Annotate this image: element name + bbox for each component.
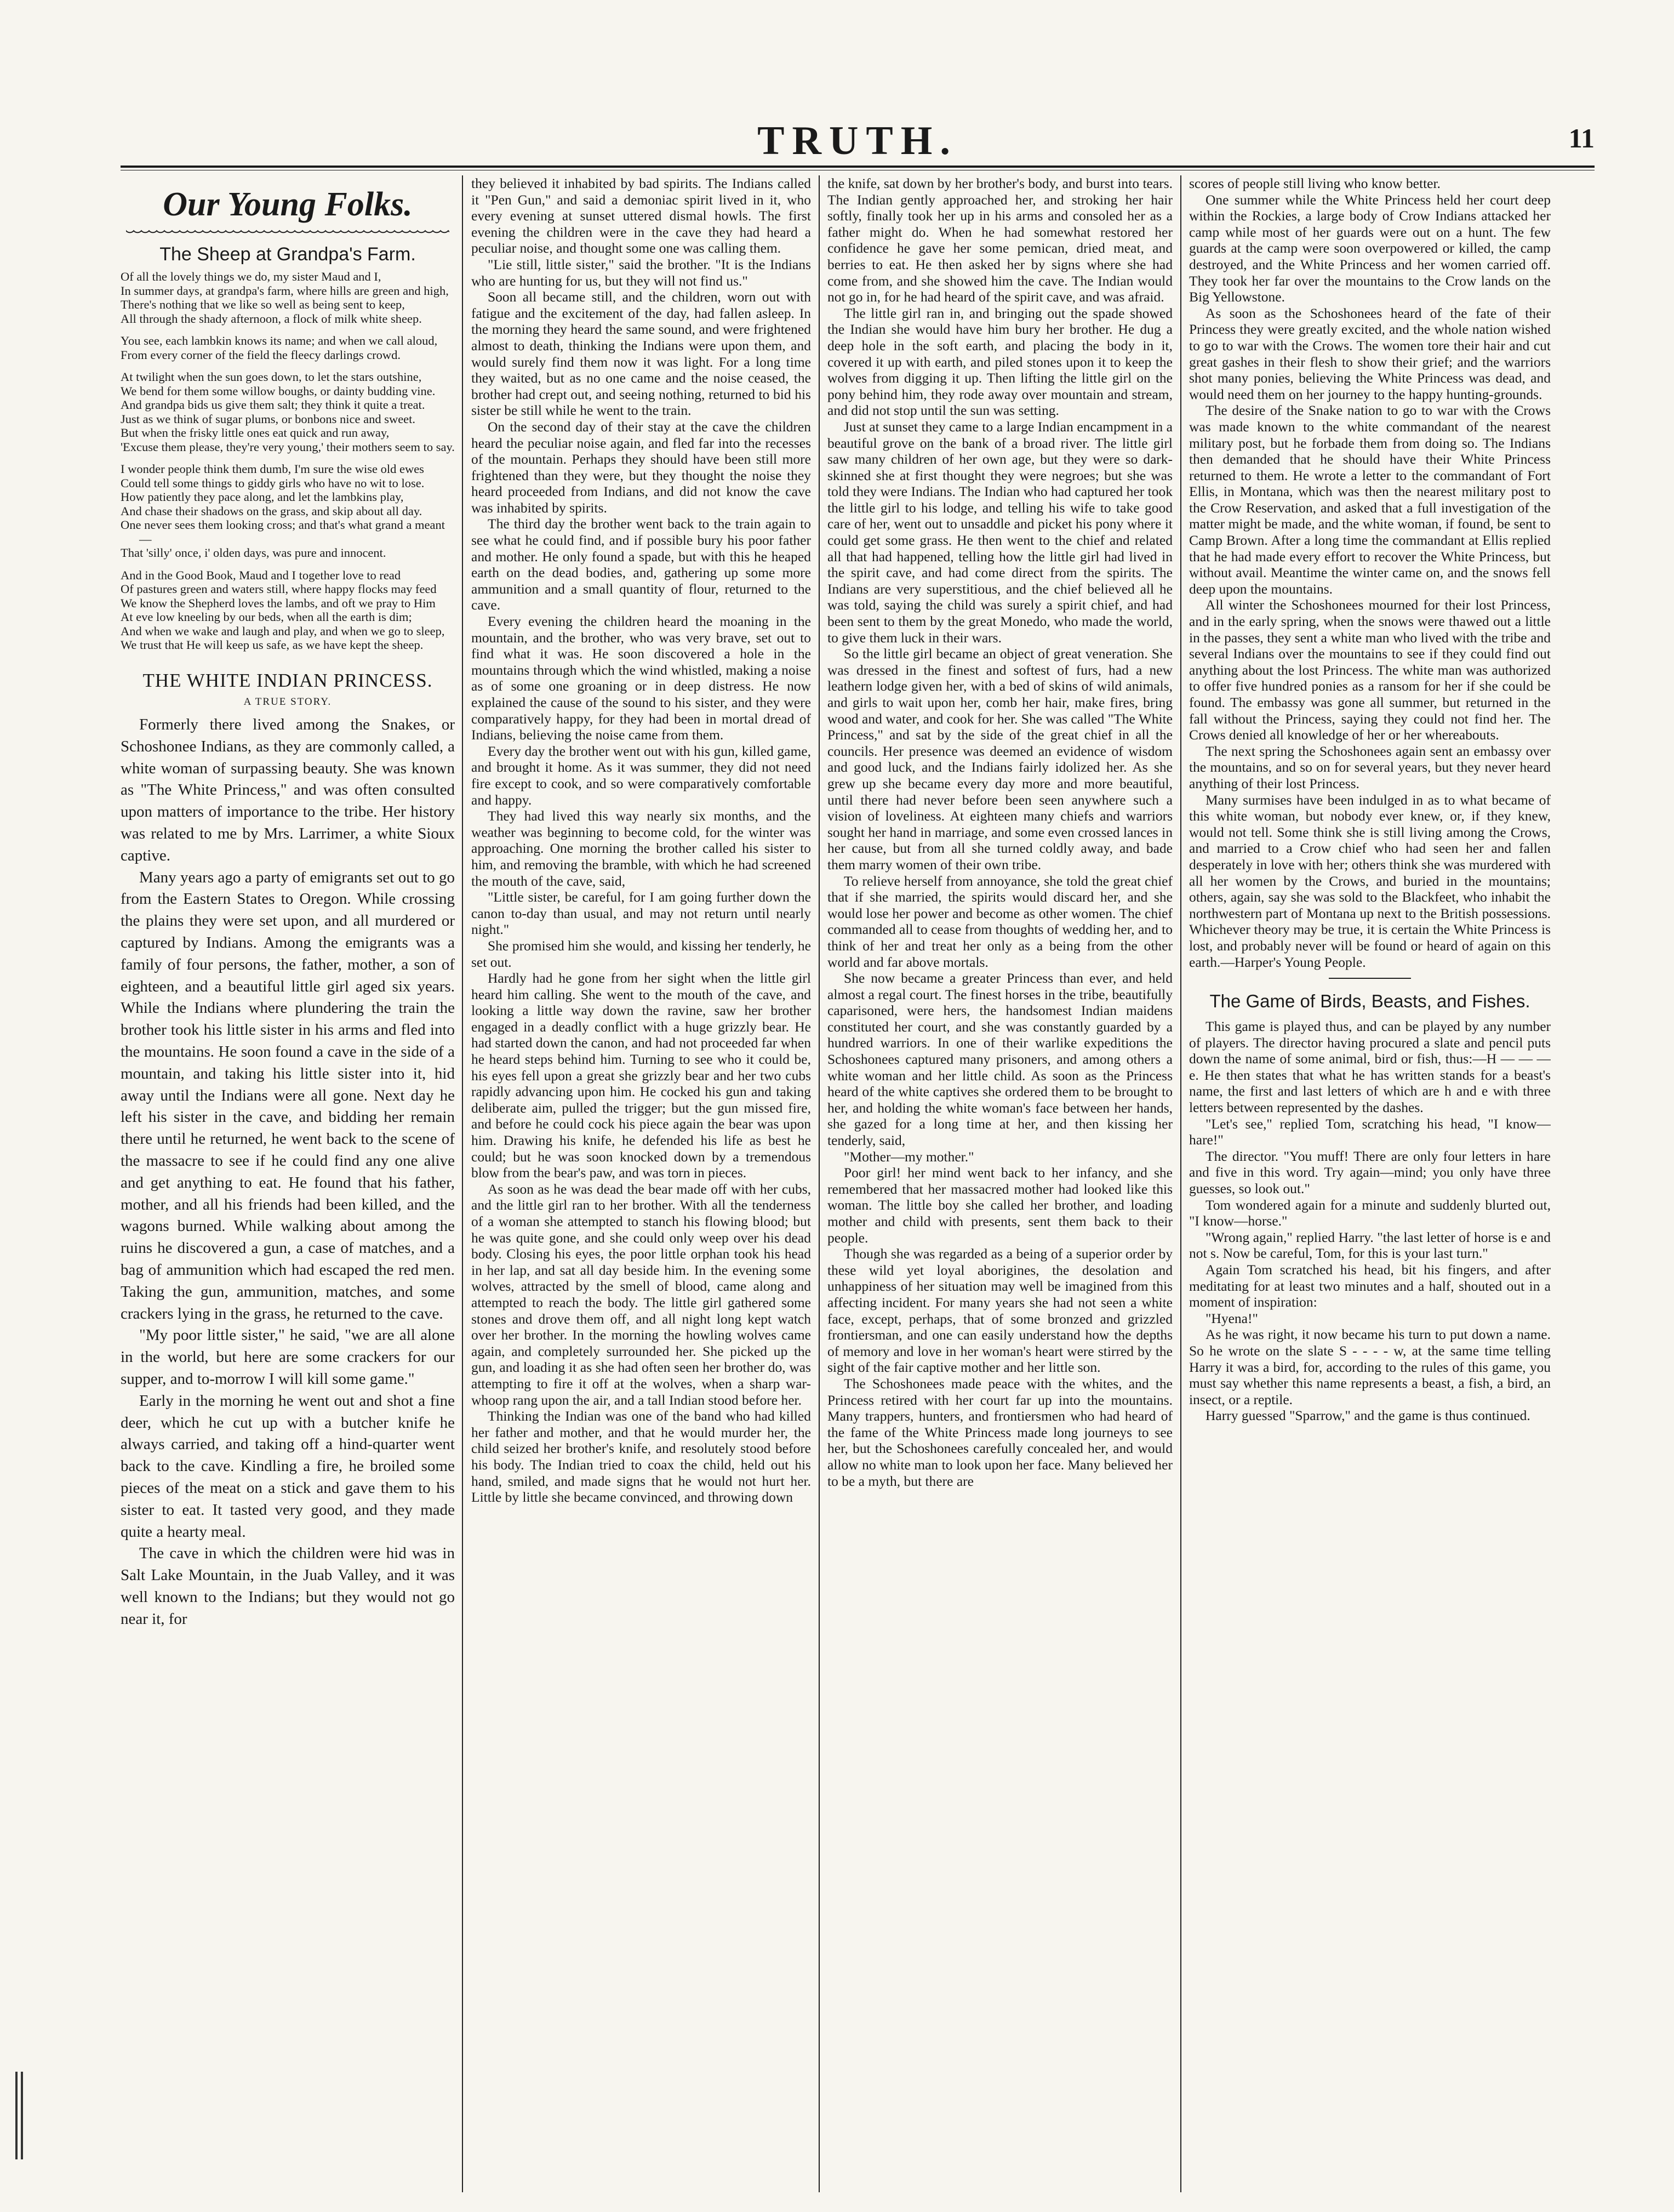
paragraph: Harry guessed "Sparrow," and the game is thus continued. [1205, 1407, 1530, 1424]
poem-line: At eve low kneeling by our beds, when all the earth is dim; [121, 610, 412, 624]
paragraph: scores of people still living who know better. [1189, 175, 1441, 191]
poem-stanza [121, 370, 455, 454]
paragraph: The desire of the Snake nation to go to war with the Crows was made known to the white commandant of the nearest military post, but he forbade them from doing so. The Indians then demanded that he should have their White Princess returned to them. He wrote a letter to the commandant of Fort Ellis, in Montana, which was then the nearest military post to the Crow Reservation, and asked that a full investigation of the matter might be made, and the white woman, if found, be sent to Camp Brown. After a long time the commandant at Ellis replied that he had made every effort to recover the White Princess, but without avail. Meantime the winter came on, and the snows fell deep upon the mountains. [1189, 402, 1551, 597]
paragraph: The third day the brother went back to the train again to see what he could find, and if possible bury his poor father and mother. He only found a spade, but with this he heaped earth on the dead bodies, and, gathering up some more ammunition and a small quantity of flour, returned to the cave. [471, 516, 811, 613]
paragraph: As soon as the Schoshonees heard of the fate of their Princess they were greatly excited, and the whole nation wished to go to war with the Crows. The women tore their hair and cut great gashes in their flesh to show their grief; and the warriors shot many ponies, believing the White Princess was dead, and would need them on her journey to the happy hunting-grounds. [1189, 305, 1551, 402]
paragraph: Formerly there lived among the Snakes, or Schoshonee Indians, as they are commonly called, a white woman of surpassing beauty. She was known as "The White Princess," and was often consulted upon matters of importance to the tribe. Her history was related to me by Mrs. Larrimer, a white Sioux captive. [121, 716, 455, 864]
poem-line: And chase their shadows on the grass, and skip about all day. [121, 504, 422, 518]
poem-line: There's nothing that we like so well as being sent to keep, [121, 298, 405, 311]
paragraph: As soon as he was dead the bear made off with her cubs, and the little girl ran to her brother. With all the tenderness of a woman she attempted to stanch his flowing blood; but he was quite gone, and she could only weep over his dead body. Closing his eyes, the poor little orphan took his head in her lap, and sat all day beside him. In the evening some wolves, attracted by the smell of blood, came along and attempted to reach the body. The little girl gathered some stones and drove them off, and all night long kept watch over her brother. In the morning the howling wolves came again, and completely surrounded her. She picked up the gun, and loading it as she had often seen her brother do, was attempting to fire it off at the wolves, when a sharp war-whoop rang upon the air, and a tall Indian stood before her. [471, 1181, 811, 1408]
poem-line: Of pastures green and waters still, where happy flocks may feed [121, 582, 437, 596]
poem-line: And in the Good Book, Maud and I together love to read [121, 568, 401, 582]
column-divider [819, 175, 820, 2192]
paragraph: "Wrong again," replied Harry. "the last letter of horse is e and not s. Now be careful, Tom, for this is your last turn." [1189, 1229, 1551, 1262]
poem-line: We know the Shepherd loves the lambs, and oft we pray to Him [121, 596, 436, 610]
poem-stanza [121, 568, 455, 652]
paragraph: She now became a greater Princess than ever, and held almost a regal court. The finest horses in the tribe, beautifully caparisoned, were hers, the handsomest Indian maidens constituted her court, and she was constantly guarded by a hundred warriors. In one of their warlike expeditions the Schoshonees captured many prisoners, and among others a white woman and her little child. As soon as the Princess heard of the white captives she ordered them to be brought to her, and holding the white woman's face between her hands, she gazed for a long time at her, and then kissing her tenderly, said, [827, 970, 1173, 1149]
poem-line: At twilight when the sun goes down, to let the stars outshine, [121, 370, 422, 384]
poem [121, 270, 455, 652]
story-title: THE WHITE INDIAN PRINCESS. [142, 669, 433, 691]
paragraph: Hardly had he gone from her sight when the little girl heard him calling. She went to the mouth of the cave, and looking a little way down the ravine, saw her brother engaged in a deadly conflict with a huge grizzly bear. He had started down the canon, and had not proceeded far when he heard steps behind him. Turning to see who it could be, his eyes fell upon a great she grizzly bear and her two cubs rapidly advancing upon him. He cocked his gun and taking deliberate aim, pulled the trigger; but the gun missed fire, and before he could cock his piece again the bear was upon him. Drawing his knife, he defended his life as best he could; but he was soon knocked down by a tremendous blow from the bear's paw, and was torn in pieces. [471, 970, 811, 1181]
story-text [121, 714, 455, 1630]
poem-line: We trust that He will keep us safe, as we have kept the sheep. [121, 638, 424, 652]
paragraph: To relieve herself from annoyance, she told the great chief that if she married, the spirits would discard her, and she would lose her power and become as other women. The chief commanded all to cease from thoughts of wedding her, and to think of her and treat her only as a being from the other world and far above mortals. [827, 873, 1173, 970]
poem-line: I wonder people think them dumb, I'm sure the wise old ewes [121, 462, 424, 476]
game-title: The Game of Birds, Beasts, and Fishes. [1209, 991, 1530, 1012]
paragraph: The director. "You muff! There are only four letters in hare and five in this word. Try again—mind; you only have three guesses, so look out." [1189, 1148, 1551, 1197]
column-2 [471, 175, 811, 2198]
poem-line: We bend for them some willow boughs, or dainty budding vine. [121, 384, 436, 398]
poem-line: One never sees them looking cross; and that's what grand a meant — [121, 518, 445, 546]
poem-line: Of all the lovely things we do, my sister Maud and I, [121, 270, 381, 283]
paragraph: they believed it inhabited by bad spirits. The Indians called it "Pen Gun," and said a demoniac spirit lived in it, who every evening at sunset uttered dismal howls. The first evening the children were in the cave they had heard a peculiar noise, and thought some one was calling them. [471, 175, 811, 256]
paragraph: The cave in which the children were hid was in Salt Lake Mountain, in the Juab Valley, and it was well known to the Indians; but they would not go near it, for [121, 1544, 455, 1628]
poem-line: And when we wake and laugh and play, and when we go to sleep, [121, 624, 445, 638]
paragraph: She promised him she would, and kissing her tenderly, he set out. [471, 937, 811, 970]
poem-title: The Sheep at Grandpa's Farm. [159, 244, 416, 265]
paragraph: As he was right, it now became his turn to put down a name. So he wrote on the slate S - - - - w, at the same time telling Harry it was a bird, for, according to the rules of this game, you must say whether this name represents a beast, a fish, a bird, an insect, or a reptile. [1189, 1326, 1551, 1407]
column-4 [1189, 175, 1551, 2198]
paragraph: Though she was regarded as a being of a superior order by these wild yet loyal aborigines, the desolation and unhappiness of her situation may well be imagined from this affecting incident. For many years she had not seen a white face, except, perhaps, that of some bronzed and grizzled frontiersman, and one can easily understand how the depths of memory and love in her woman's heart were stirred by the sight of the fair captive mother and her little son. [827, 1246, 1173, 1376]
masthead-rule [121, 166, 1595, 168]
paragraph: Early in the morning he went out and shot a fine deer, which he cut up with a butcher knife he always carried, and taking off a hind-quarter went back to the cave. Kindling a fire, he broiled some pieces of the meat on a stick and gave them to his sister to eat. It tasted very good, and they made quite a hearty meal. [121, 1392, 455, 1541]
paragraph: On the second day of their stay at the cave the children heard the peculiar noise again, and fled far into the recesses of the mountain. Perhaps they should have been still more frightened than they were, but they thought the noise they heard proceeded from Indians, and did not know the cave was inhabited by spirits. [471, 418, 811, 516]
paragraph: "Lie still, little sister," said the brother. "It is the Indians who are hunting for us, but they will not find us." [471, 256, 811, 289]
game-text [1189, 1018, 1551, 1424]
paragraph: Thinking the Indian was one of the band who had killed her father and mother, and that he would murder her, the child seized her brother's knife, and resolutely stood before his body. The Indian tried to coax the child, held out his hand, smiled, and made signs that he would not hurt her. Little by little she became convinced, and throwing down [471, 1408, 811, 1506]
column-divider [1180, 175, 1181, 2192]
poem-line: In summer days, at grandpa's farm, where hills are green and high, [121, 283, 449, 298]
paragraph: Soon all became still, and the children, worn out with fatigue and the excitement of the day, had fallen asleep. In the morning they heard the same sound, and were frightened almost to death, thinking the Indians were upon them, and would surely find them now it was light. For a long time they waited, but as no one came and the noise ceased, the brother had crept out, and seeing nothing, returned to bid his sister be still while he went to the train. [471, 289, 811, 419]
paragraph: The next spring the Schoshonees again sent an embassy over the mountains, and so on for several years, but they never heard anything of their lost Princess. [1189, 743, 1551, 791]
paragraph: "Hyena!" [1205, 1310, 1258, 1326]
paragraph: They had lived this way nearly six months, and the weather was beginning to become cold, for the winter was approaching. One morning the brother called his sister to him, and removing the bramble, with which he had screened the mouth of the cave, said, [471, 808, 811, 889]
poem-line: Just as we think of sugar plums, or bonbons nice and sweet. [121, 412, 416, 426]
column-1 [121, 175, 455, 2198]
paragraph: the knife, sat down by her brother's body, and burst into tears. The Indian gently approached her, and stroking her hair softly, finally took her up in his arms and consoled her as a father might do. When he had somewhat restored her confidence he gave her some pemican, dried meat, and berries to eat. He then asked her by signs where she had come from, and she showed him the cave. The Indian would not go in, for he had heard of the spirit cave, and was afraid. [827, 175, 1173, 305]
poem-line: But when the frisky little ones eat quick and run away, [121, 426, 390, 440]
poem-line: How patiently they pace along, and let the lambkins play, [121, 490, 404, 504]
poem-stanza [121, 334, 455, 362]
poem-stanza [121, 270, 455, 326]
poem-line: All through the shady afternoon, a flock of milk white sheep. [121, 311, 422, 326]
newspaper-title: TRUTH. [757, 118, 958, 163]
paragraph: Tom wondered again for a minute and suddenly blurted out, "I know—horse." [1189, 1196, 1551, 1229]
page-number: 11 [1568, 123, 1595, 153]
poem-line: From every corner of the field the fleecy darlings crowd. [121, 347, 401, 362]
column-divider [462, 175, 463, 2192]
section-rule [1329, 978, 1411, 979]
paragraph: Just at sunset they came to a large Indian encampment in a beautiful grove on the bank of a broad river. The little girl saw many children of her own age, but they were so dark-skinned she at first thought they were negroes; but she was told they were Indians. The Indian who had captured her took the little girl to his lodge, and telling his wife to take good care of her, went out to unsaddle and picket his pony where it could get some grass. He then went to the chief and related all that had happened, telling how the little girl had lived in the spirit cave, and had come direct from the spirits. The Indians are very superstitious, and the chief believed all he was told, saying the child was surely a spirit chief, and had been sent to them by the great Monedo, who made the world, to give them luck in their wars. [827, 418, 1173, 646]
paragraph: One summer while the White Princess held her court deep within the Rockies, a large body of Crow Indians attacked her camp while most of her guards were out on a hunt. The few guards at the camp were soon overpowered or killed, the camp destroyed, and the White Princess and her women carried off. They took her far over the mountains to the Crow lands on the Big Yellowstone. [1189, 191, 1551, 305]
paragraph: Again Tom scratched his head, bit his fingers, and after meditating for at least two minutes and a half, shouted out in a moment of inspiration: [1189, 1262, 1551, 1310]
story-subtitle: A TRUE STORY. [243, 695, 332, 708]
poem-stanza [121, 462, 455, 560]
paragraph: The little girl ran in, and bringing out the spade showed the Indian she would have him bury her brother. He dug a deep hole in the soft earth, and placing the body in it, covered it up with earth, and piled stones upon it to keep the wolves from digging it up. Then lifting the little girl on the pony behind him, they rode away over mountain and stream, and did not stop until the sun was setting. [827, 305, 1173, 419]
paragraph: Many years ago a party of emigrants set out to go from the Eastern States to Oregon. While crossing the plains they were set upon, and all murdered or captured by Indians. Among the emigrants was a family of four persons, the father, mother, a son of eighteen, and a beautiful little girl aged six years. While the Indians where plundering the train the brother took his little sister in his arms and fled into the mountains. He soon found a cave in the side of a mountain, and taking his little sister into it, hid away until the Indians were all gone. Next day he left his sister in the cave, and bidding her remain there until he returned, he went back to the scene of the massacre to see if he could find any one alive and get anything to eat. He found that his father, mother, and all his friends had been killed, and the wagons burned. While walking about among the ruins he discovered a gun, a case of matches, and a bag of ammunition which had escaped the red men. Taking the gun, ammunition, matches, and some crackers lying in the grass, he returned to the cave. [121, 868, 455, 1322]
paragraph: "Little sister, be careful, for I am going further down the canon to-day than usual, and may not return until nearly night." [471, 889, 811, 938]
paragraph: The Schoshonees made peace with the whites, and the Princess retired with her court far up into the mountains. Many trappers, hunters, and frontiersmen who had heard of the fame of the White Princess made long journeys to see her, but the Schoshonees carefully concealed her, and would allow no white man to look upon her face. Many believed her to be a myth, but there are [827, 1375, 1173, 1489]
poem-line: You see, each lambkin knows its name; and when we call aloud, [121, 334, 438, 347]
paragraph: Poor girl! her mind went back to her infancy, and she remembered that her massacred mother had looked like this woman. The little boy she called her brother, and loading mother and child with presents, sent them back to their people. [827, 1165, 1173, 1246]
poem-line: And grandpa bids us give them salt; they think it quite a treat. [121, 398, 425, 412]
ornamental-rule [126, 229, 449, 237]
column-3 [827, 175, 1173, 2198]
paragraph: Every day the brother went out with his gun, killed game, and brought it home. As it was summer, they did not need fire except to cook, and so were comparatively comfortable and happy. [471, 743, 811, 808]
poem-line: 'Excuse them please, they're very young,' their mothers seem to say. [121, 440, 455, 454]
poem-line: Could tell some things to giddy girls who have no wit to lose. [121, 476, 425, 490]
paragraph: "My poor little sister," he said, "we are all alone in the world, but here are some crackers for our supper, and to-morrow I will kill some game." [121, 1326, 455, 1388]
paragraph: "Let's see," replied Tom, scratching his head, "I know—hare!" [1189, 1115, 1551, 1148]
paragraph: This game is played thus, and can be played by any number of players. The director having procured a slate and pencil puts down the name of some animal, bird or fish, thus:—H — — — e. He then states that what he has written stands for a beast's name, the first and last letters of which are h and e with three letters between represented by the dashes. [1189, 1018, 1551, 1116]
department-title: Our Young Folks. [163, 186, 413, 223]
binding-edge-marks [15, 2072, 48, 2170]
paragraph: "Mother—my mother." [844, 1148, 974, 1165]
paragraph: All winter the Schoshonees mourned for their lost Princess, and in the early spring, when the snows were thawed out a little in the passes, they sent a white man who lived with the tribe and several Indians over the mountains to see if they could find out anything about the lost Princess. The white man was authorized to offer five hundred ponies as a ransom for her if she could be found. The embassy was gone all summer, but returned in the fall without the Princess, saying they could not find her. The Crows denied all knowledge of her or her whereabouts. [1189, 597, 1551, 743]
column-4-story-text [1189, 175, 1551, 970]
poem-line: That 'silly' once, i' olden days, was pure and innocent. [121, 546, 386, 560]
paragraph: Many surmises have been indulged in as to what became of this white woman, but nobody ever knew, or, if they knew, would not tell. Some think she is still living among the Crows, and married to a Crow chief who had seen her and fallen desperately in love with her; others think she was murdered with all her women by the Crows, and buried in the mountains; others, again, say she was sold to the Blackfeet, who inhabit the northwestern part of Montana up next to the British possessions. Whichever theory may be true, it is certain the White Princess is lost, and probably never will be found or heard of again on this earth.—Harper's Young People. [1189, 791, 1551, 970]
paragraph: Every evening the children heard the moaning in the mountain, and the brother, who was very brave, set out to find what it was. He soon discovered a hole in the mountains through which the wind whistled, making a noise as of some one groaning or in deep distress. He now explained the cause of the sound to his sister, and they were comparatively happy, for they had been in mortal dread of Indians, believing the noise came from them. [471, 613, 811, 743]
masthead [121, 118, 1595, 167]
paragraph: So the little girl became an object of great veneration. She was dressed in the finest and softest of furs, had a new leathern lodge given her, with a bed of skins of wild animals, and girls to wait upon her, comb her hair, make fires, bring wood and water, and cook for her. She was called "The White Princess," and sat by the side of the great chief in all the councils. Her presence was deemed an evidence of wisdom and good luck, and the Indians fairly idolized her. As she grew up she became every day more and more beautiful, until there had never before been seen anywhere such a vision of loveliness. At eighteen many chiefs and warriors sought her hand in marriage, and some even crossed lances in her cause, but from all she turned coldly away, and bade them marry women of their own tribe. [827, 646, 1173, 873]
